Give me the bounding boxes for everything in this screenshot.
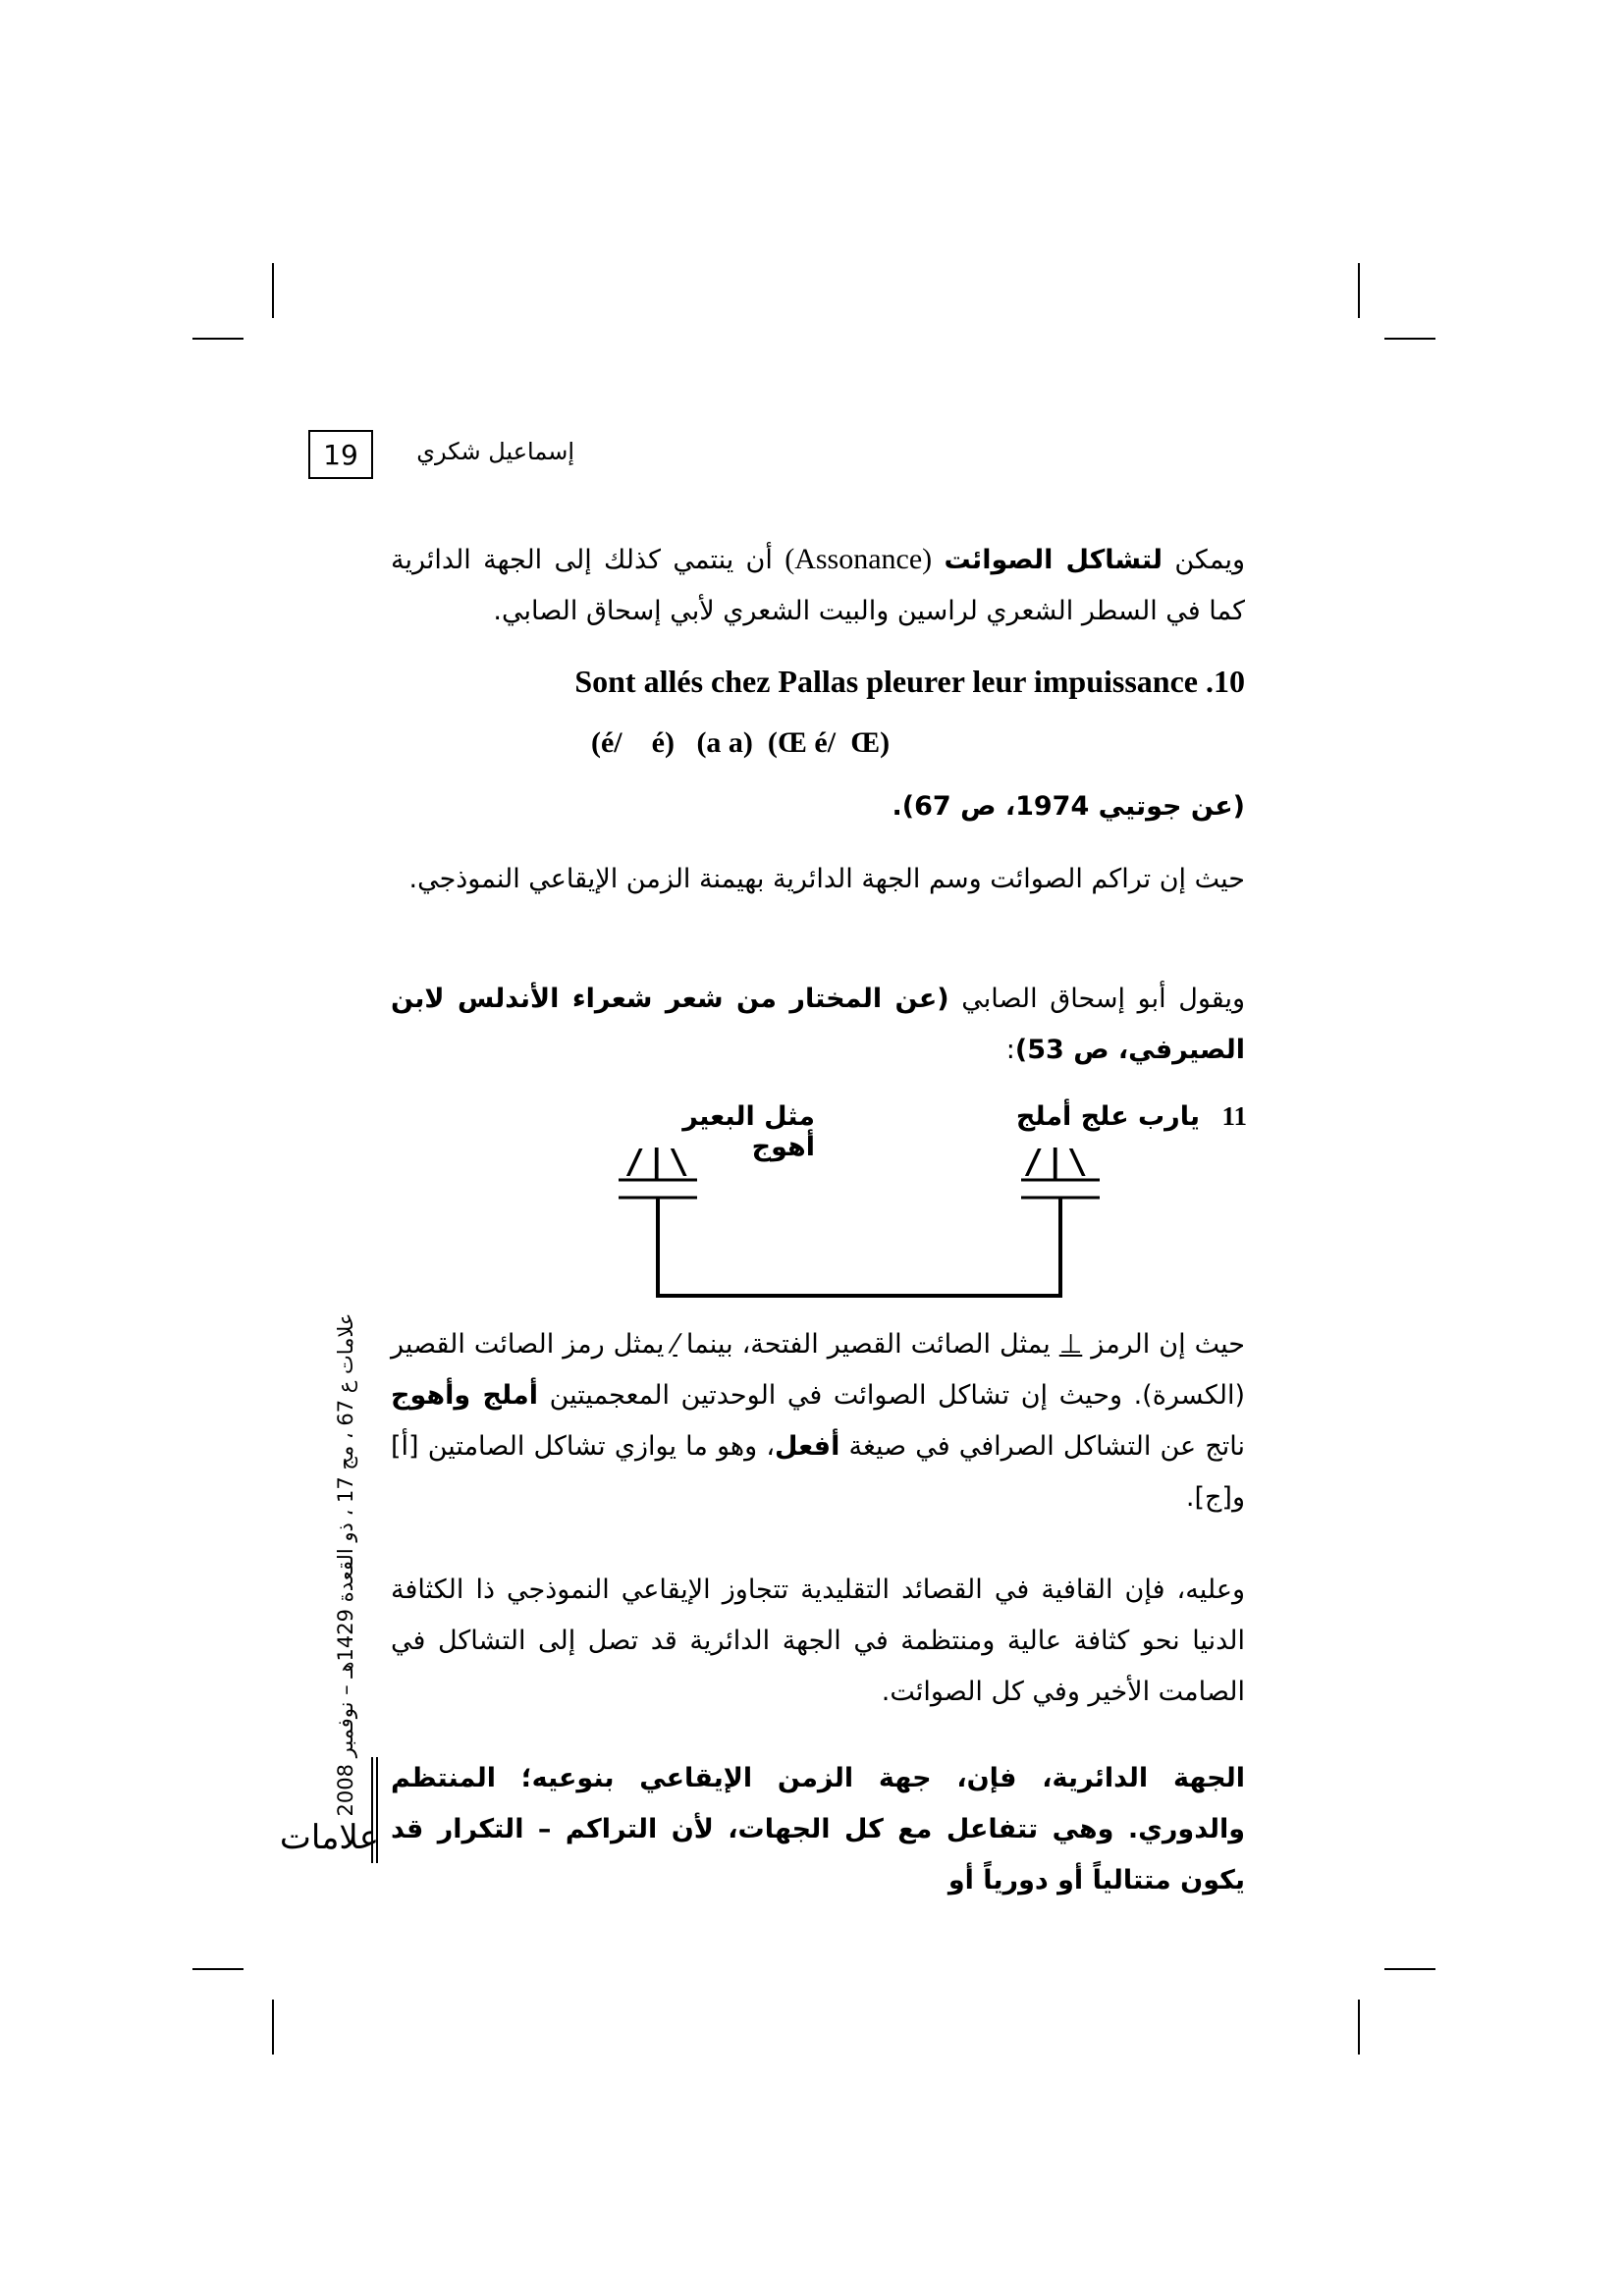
p1-text-post: أن ينتمي كذلك إلى الجهة الدائرية كما في السطر الشعري لراسين والبيت الشعري لأبي إسحاق الصابي. — [391, 545, 1245, 626]
paragraph-circular-aspect — [391, 1753, 1245, 1906]
crop-mark-top-right-h — [1384, 338, 1435, 340]
p1-term: لتشاكل الصوائت — [944, 545, 1163, 575]
running-header-author: إسماعيل شكري — [416, 438, 574, 465]
verse-10-source: (عن جوتيي 1974، ص 67). — [892, 791, 1245, 822]
p4-text-d: ناتج عن التشاكل الصرافي في صيغة — [839, 1431, 1245, 1462]
verse-10-french: Sont allés chez Pallas pleurer leur impuissance .10 — [574, 664, 1245, 699]
p3-text-post: : — [1005, 1035, 1015, 1065]
kasra-symbol-icon: ⁄ — [673, 1329, 677, 1360]
verse-11-hemistich-left: مثل البعير أهوج — [682, 1101, 815, 1162]
page-number: 19 — [308, 430, 373, 479]
paragraph-symbols — [391, 1319, 1245, 1523]
p4-lexical-pair: أملج وأهوج — [391, 1380, 538, 1411]
p6-text: الجهة الدائرية، فإن، جهة الزمن الإيقاعي بنوعيه؛ المنتظم والدوري. وهي تتفاعل مع كل الجهات، لأن التراكم – التكرار قد يكون متتالياً أو دورياً أو — [391, 1763, 1245, 1896]
scansion-marks-right: /|\ — [1023, 1143, 1090, 1182]
crop-mark-top-left-h — [192, 338, 243, 340]
verse-10-vowel-notation: (é/ é) (a a) (Œ é/ Œ) — [591, 726, 891, 759]
p2-text: حيث إن تراكم الصوائت وسم الجهة الدائرية بهيمنة الزمن الإيقاعي النموذجي. — [408, 864, 1245, 894]
crop-mark-bottom-right — [1358, 2000, 1360, 2055]
p4-text-e: ، وهو ما يوازي تشاكل الصامتين [أ] و[ج]. — [391, 1431, 1245, 1513]
journal-logo: علامات — [279, 1818, 379, 1857]
paragraph-rhyme — [391, 1565, 1245, 1718]
p3-text-pre: ويقول أبو إسحاق الصابي — [948, 984, 1246, 1014]
verse-11-hemistich-right: يارب علج أملج — [1015, 1101, 1200, 1132]
crop-mark-bottom-right-h — [1384, 1968, 1435, 1970]
p1-latin-term: (Assonance) — [784, 543, 933, 575]
paragraph-accumulation — [391, 854, 1245, 905]
crop-mark-bottom-left-h — [192, 1968, 243, 1970]
paragraph-assonance — [391, 534, 1245, 637]
journal-issue-strip: علامات ع 67 ، مج 17 ، ذو القعدة 1429هـ – نوفمبر 2008 — [334, 1312, 357, 1817]
p4-text-a: حيث إن الرمز — [1082, 1329, 1245, 1360]
p4-text-b: يمثل الصائت القصير الفتحة، بينما — [676, 1329, 1059, 1360]
p4-morph-form: أفعل — [775, 1431, 840, 1462]
bracket-connector — [658, 1198, 1060, 1296]
verse-11-number: 11 — [1221, 1101, 1247, 1131]
crop-mark-top-right — [1358, 263, 1360, 318]
assonance-link-diagram — [589, 1168, 1139, 1306]
p1-text-pre: ويمكن — [1163, 545, 1246, 575]
crop-mark-top-left — [272, 263, 274, 318]
fatha-symbol-icon: ⊥ — [1058, 1329, 1083, 1360]
crop-mark-bottom-left — [272, 2000, 274, 2055]
scansion-marks-left: /|\ — [624, 1143, 691, 1182]
p4-text-c: يمثل رمز الصائت القصير (الكسرة). وحيث إن تشاكل الصوائت في الوحدتين المعجميتين — [391, 1329, 1246, 1411]
paragraph-sabi-intro — [391, 974, 1245, 1076]
p5-text: وعليه، فإن القافية في القصائد التقليدية تتجاوز الإيقاعي النموذجي ذا الكثافة الدنيا نحو كثافة عالية ومنتظمة في الجهة الدائرية قد تصل إلى التشاكل في الصامت الأخير وفي كل الصوائت. — [391, 1575, 1245, 1707]
p3-source: (عن المختار من شعر شعراء الأندلس لابن الصيرفي، ص 53) — [391, 984, 1245, 1065]
